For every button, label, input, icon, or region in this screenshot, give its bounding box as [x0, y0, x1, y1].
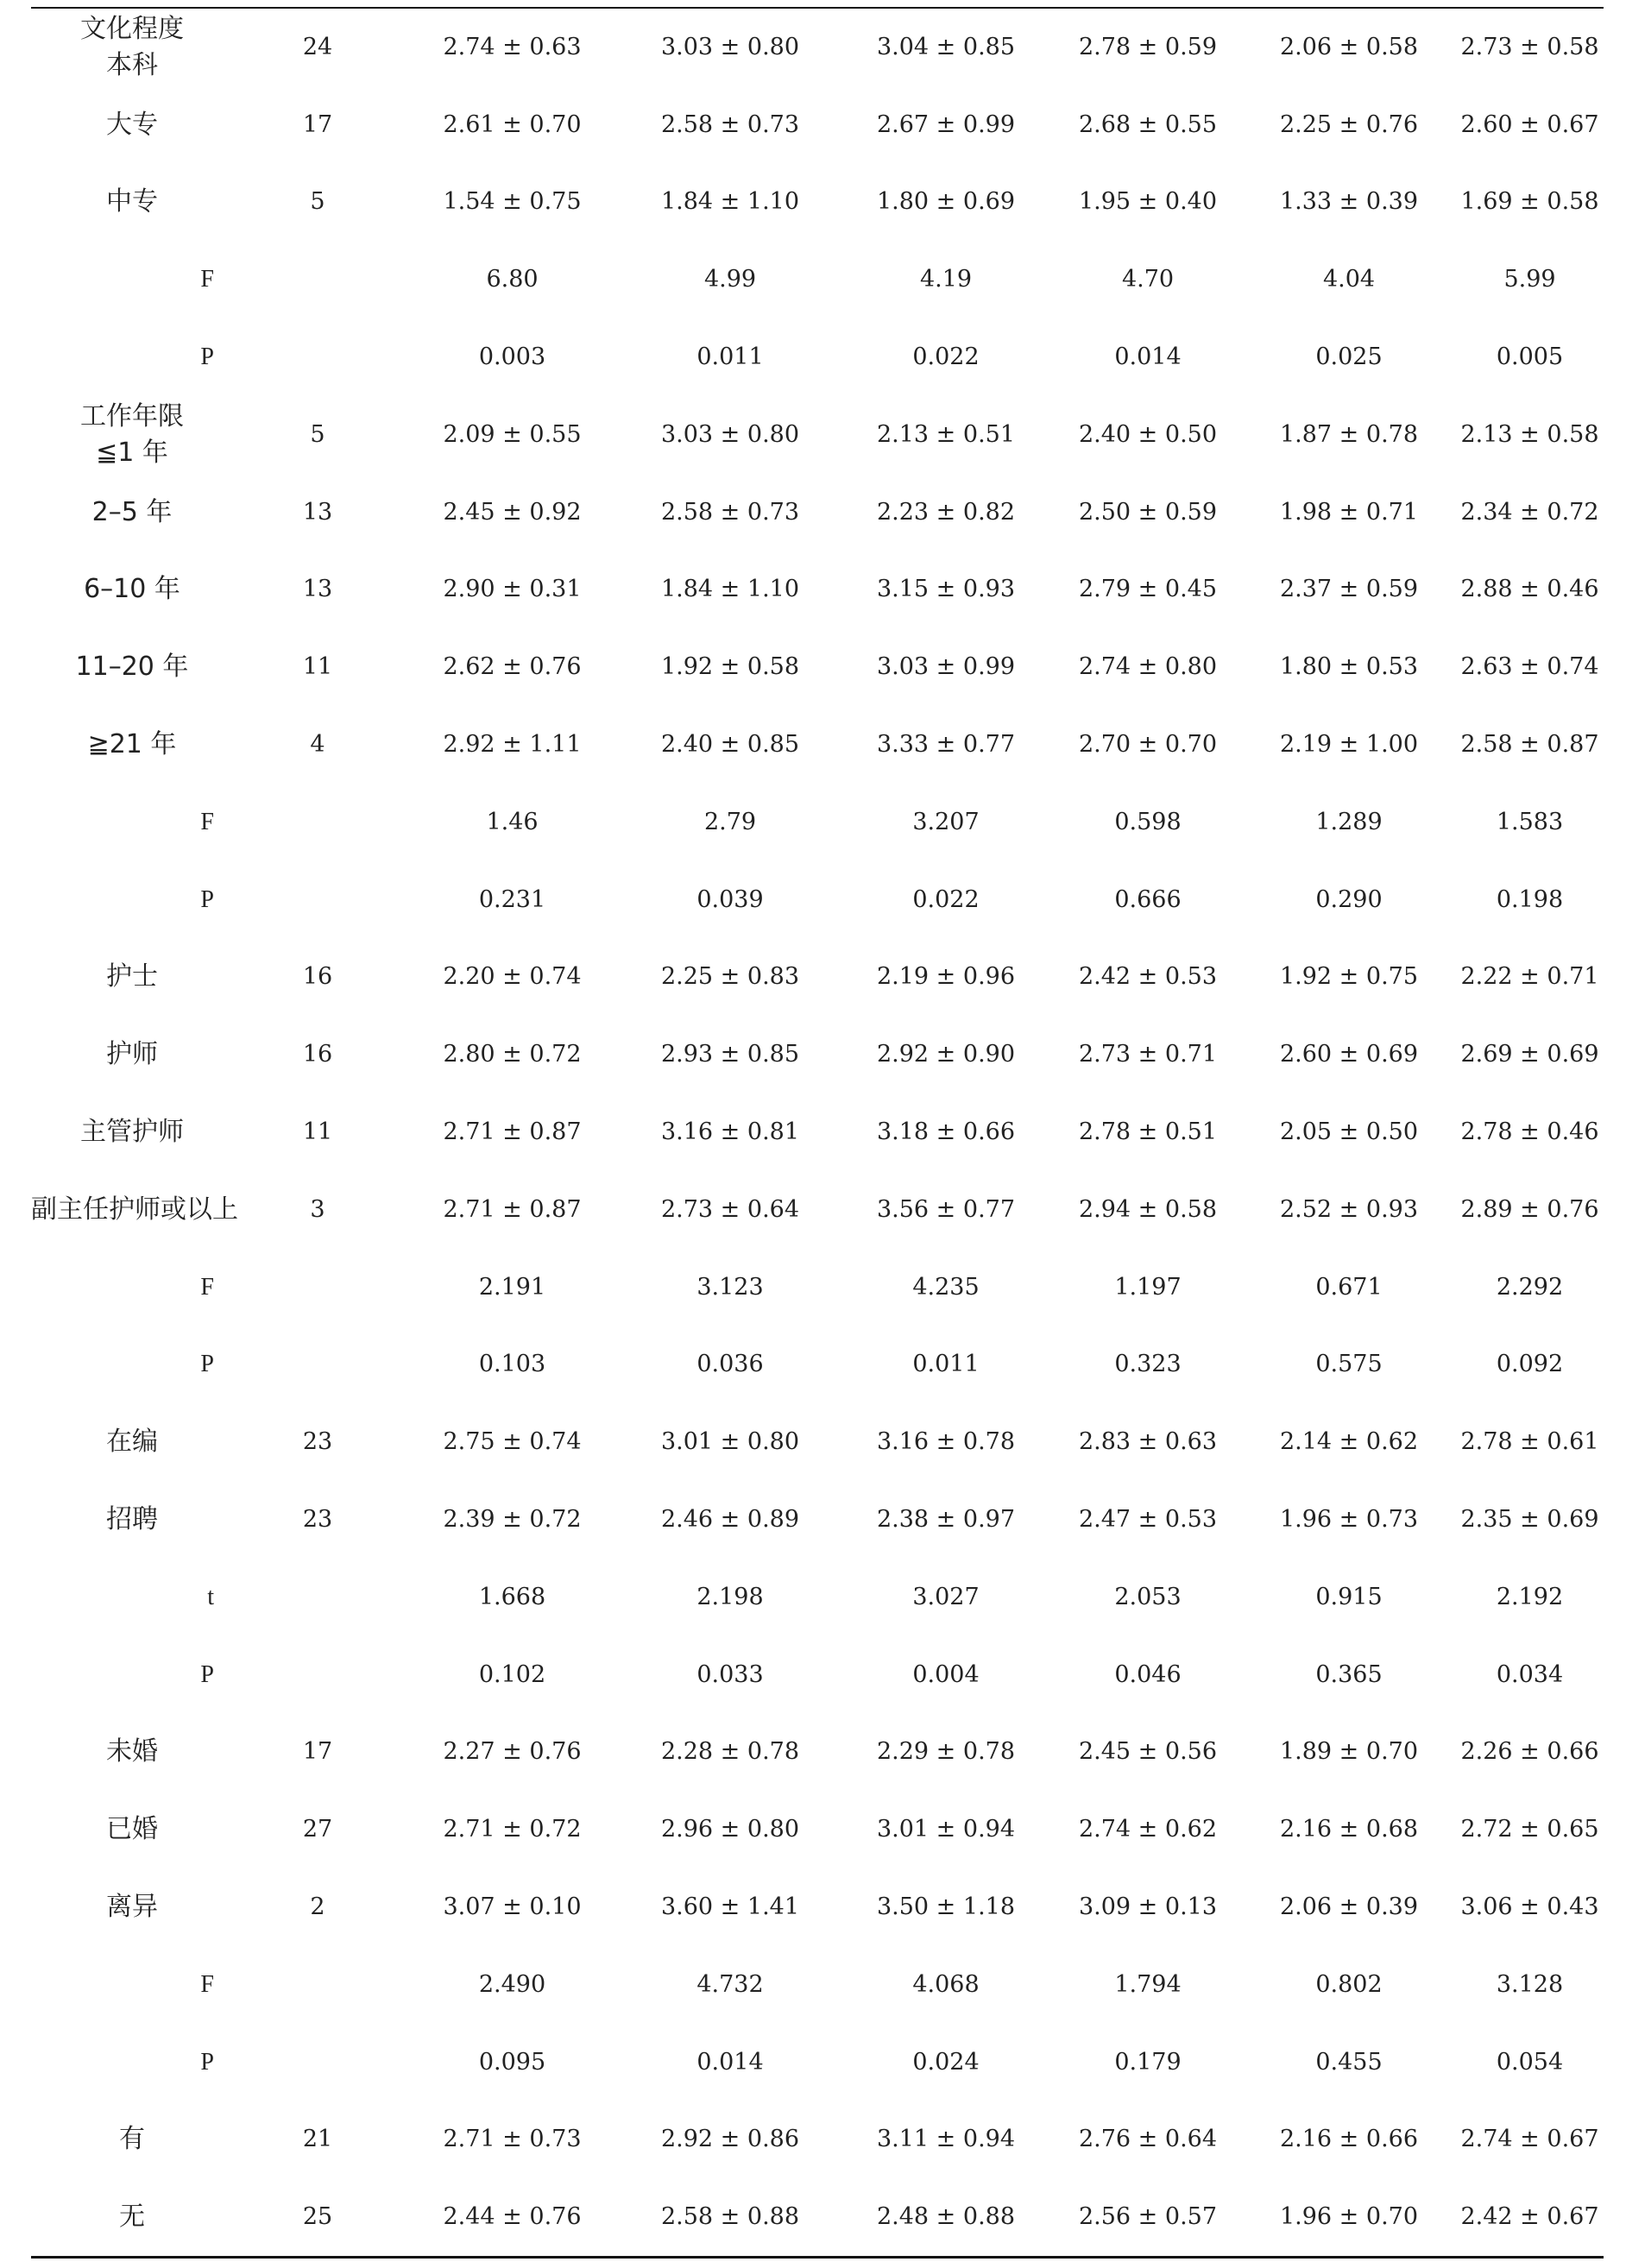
stat-label: t — [207, 1583, 214, 1610]
value-cell: 2.053 — [1114, 1583, 1182, 1610]
value-cell: 1.289 — [1315, 808, 1383, 835]
value-cell: 2.34 ± 0.72 — [1460, 498, 1599, 526]
value-cell: 2.19 ± 0.96 — [876, 963, 1016, 991]
stat-label: P — [200, 1351, 214, 1378]
value-cell: 3.16 ± 0.81 — [660, 1118, 800, 1146]
row-label: 离异 — [106, 1892, 158, 1923]
value-cell: 2.73 ± 0.71 — [1078, 1041, 1218, 1068]
value-cell: 1.92 ± 0.75 — [1279, 963, 1419, 991]
value-cell: 2.69 ± 0.69 — [1460, 1041, 1599, 1068]
value-cell: 2.92 ± 0.86 — [660, 2126, 800, 2153]
value-cell: 3.207 — [912, 808, 980, 835]
table-row — [31, 318, 1604, 396]
value-cell: 0.039 — [696, 885, 764, 913]
value-cell: 0.290 — [1315, 885, 1383, 913]
row-label: 护师 — [106, 1039, 158, 1070]
count-cell: 27 — [302, 1816, 333, 1843]
table-row — [31, 939, 1604, 1017]
count-cell — [233, 1559, 402, 1636]
count-cell: 2 — [310, 1893, 325, 1921]
value-cell: 0.323 — [1114, 1351, 1182, 1378]
row-label: ≦1 年 — [96, 437, 168, 468]
results-table — [31, 9, 1604, 2256]
count-cell: 11 — [302, 653, 333, 681]
value-cell: 2.71 ± 0.87 — [443, 1118, 582, 1146]
value-cell: 0.915 — [1315, 1583, 1383, 1610]
value-cell: 1.92 ± 0.58 — [660, 653, 800, 681]
value-cell: 2.16 ± 0.66 — [1279, 2126, 1419, 2153]
table-row — [31, 86, 1604, 164]
value-cell: 4.70 — [1121, 266, 1175, 293]
value-cell: 2.42 ± 0.53 — [1078, 963, 1218, 991]
table-row — [31, 784, 1604, 861]
count-cell — [233, 2024, 402, 2101]
value-cell: 2.45 ± 0.92 — [443, 498, 582, 526]
value-cell: 2.198 — [696, 1583, 764, 1610]
value-cell: 2.88 ± 0.46 — [1460, 576, 1599, 603]
count-cell: 13 — [302, 576, 333, 603]
data-table-wrapper — [31, 7, 1604, 2259]
value-cell: 2.29 ± 0.78 — [876, 1738, 1016, 1766]
value-cell: 3.03 ± 0.80 — [660, 420, 800, 448]
value-cell: 2.83 ± 0.63 — [1078, 1428, 1218, 1456]
value-cell: 2.14 ± 0.62 — [1279, 1428, 1419, 1456]
value-cell: 2.06 ± 0.58 — [1279, 33, 1419, 60]
value-cell: 1.197 — [1114, 1273, 1182, 1301]
count-cell: 4 — [310, 731, 325, 759]
count-cell: 16 — [302, 1041, 333, 1068]
value-cell: 0.024 — [912, 2048, 980, 2076]
value-cell: 0.575 — [1315, 1351, 1383, 1378]
value-cell: 0.034 — [1496, 1660, 1564, 1688]
stat-label: P — [200, 343, 214, 371]
row-label: 2–5 年 — [91, 496, 173, 527]
value-cell: 2.67 ± 0.99 — [876, 110, 1016, 138]
count-cell: 13 — [302, 498, 333, 526]
count-cell: 23 — [302, 1428, 333, 1456]
value-cell: 2.80 ± 0.72 — [443, 1041, 582, 1068]
bottom-rule — [31, 2256, 1604, 2259]
stat-label: F — [200, 266, 214, 293]
value-cell: 2.192 — [1496, 1583, 1564, 1610]
row-label: 护士 — [106, 961, 158, 992]
table-body — [31, 9, 1604, 2256]
row-label-cell — [31, 396, 233, 474]
value-cell: 2.75 ± 0.74 — [443, 1428, 582, 1456]
table-row — [31, 9, 1604, 86]
value-cell: 0.666 — [1114, 885, 1182, 913]
row-label: ≧21 年 — [87, 729, 177, 760]
value-cell: 0.671 — [1315, 1273, 1383, 1301]
row-label: 11–20 年 — [75, 652, 189, 683]
row-label: 无 — [119, 2202, 145, 2233]
row-label: 中专 — [106, 186, 158, 217]
row-label: 副主任护师或以上 — [31, 1194, 238, 1225]
stat-label: P — [200, 1660, 214, 1688]
count-cell — [233, 318, 402, 396]
value-cell: 0.004 — [912, 1660, 980, 1688]
count-cell: 5 — [310, 188, 325, 216]
value-cell: 3.60 ± 1.41 — [660, 1893, 800, 1921]
value-cell: 3.07 ± 0.10 — [443, 1893, 582, 1921]
value-cell: 2.13 ± 0.51 — [876, 420, 1016, 448]
row-label: 大专 — [106, 109, 158, 140]
value-cell: 2.292 — [1496, 1273, 1564, 1301]
table-row — [31, 1326, 1604, 1404]
table-row — [31, 396, 1604, 474]
value-cell: 2.78 ± 0.51 — [1078, 1118, 1218, 1146]
value-cell: 1.89 ± 0.70 — [1279, 1738, 1419, 1766]
value-cell: 2.27 ± 0.76 — [443, 1738, 582, 1766]
value-cell: 2.60 ± 0.69 — [1279, 1041, 1419, 1068]
value-cell: 0.231 — [478, 885, 546, 913]
value-cell: 0.011 — [696, 343, 764, 371]
row-label: 已婚 — [106, 1814, 158, 1845]
table-row — [31, 241, 1604, 318]
value-cell: 0.598 — [1114, 808, 1182, 835]
group-heading: 文化程度 — [80, 13, 184, 44]
value-cell: 0.095 — [478, 2048, 546, 2076]
value-cell: 1.668 — [478, 1583, 546, 1610]
row-label: 本科 — [106, 49, 158, 80]
value-cell: 2.19 ± 1.00 — [1279, 731, 1419, 759]
value-cell: 3.03 ± 0.99 — [876, 653, 1016, 681]
value-cell: 0.005 — [1496, 343, 1564, 371]
row-label: 招聘 — [106, 1504, 158, 1535]
value-cell: 2.50 ± 0.59 — [1078, 498, 1218, 526]
value-cell: 2.56 ± 0.57 — [1078, 2203, 1218, 2231]
row-label: 未婚 — [106, 1736, 158, 1767]
value-cell: 0.022 — [912, 885, 980, 913]
value-cell: 0.054 — [1496, 2048, 1564, 2076]
count-cell — [233, 784, 402, 861]
value-cell: 2.68 ± 0.55 — [1078, 110, 1218, 138]
value-cell: 2.74 ± 0.62 — [1078, 1816, 1218, 1843]
group-heading: 工作年限 — [80, 400, 184, 432]
value-cell: 2.94 ± 0.58 — [1078, 1195, 1218, 1223]
table-row — [31, 1249, 1604, 1326]
value-cell: 1.84 ± 1.10 — [660, 576, 800, 603]
value-cell: 3.33 ± 0.77 — [876, 731, 1016, 759]
table-row — [31, 706, 1604, 784]
value-cell: 2.72 ± 0.65 — [1460, 1816, 1599, 1843]
value-cell: 2.46 ± 0.89 — [660, 1506, 800, 1534]
value-cell: 0.025 — [1315, 343, 1383, 371]
value-cell: 2.78 ± 0.46 — [1460, 1118, 1599, 1146]
value-cell: 2.47 ± 0.53 — [1078, 1506, 1218, 1534]
value-cell: 3.16 ± 0.78 — [876, 1428, 1016, 1456]
count-cell: 21 — [302, 2126, 333, 2153]
value-cell: 2.37 ± 0.59 — [1279, 576, 1419, 603]
value-cell: 2.28 ± 0.78 — [660, 1738, 800, 1766]
table-row — [31, 474, 1604, 551]
value-cell: 2.71 ± 0.72 — [443, 1816, 582, 1843]
value-cell: 2.78 ± 0.59 — [1078, 33, 1218, 60]
row-label: 6–10 年 — [84, 574, 180, 605]
value-cell: 1.96 ± 0.70 — [1279, 2203, 1419, 2231]
value-cell: 0.022 — [912, 343, 980, 371]
value-cell: 2.490 — [478, 1970, 546, 1998]
value-cell: 1.46 — [486, 808, 539, 835]
value-cell: 2.58 ± 0.73 — [660, 498, 800, 526]
value-cell: 4.04 — [1322, 266, 1376, 293]
value-cell: 2.93 ± 0.85 — [660, 1041, 800, 1068]
value-cell: 2.71 ± 0.87 — [443, 1195, 582, 1223]
value-cell: 3.03 ± 0.80 — [660, 33, 800, 60]
value-cell: 2.25 ± 0.83 — [660, 963, 800, 991]
value-cell: 1.96 ± 0.73 — [1279, 1506, 1419, 1534]
value-cell: 2.58 ± 0.73 — [660, 110, 800, 138]
value-cell: 2.62 ± 0.76 — [443, 653, 582, 681]
value-cell: 0.102 — [478, 1660, 546, 1688]
value-cell: 1.33 ± 0.39 — [1279, 188, 1419, 216]
value-cell: 0.003 — [478, 343, 546, 371]
value-cell: 2.52 ± 0.93 — [1279, 1195, 1419, 1223]
value-cell: 1.80 ± 0.53 — [1279, 653, 1419, 681]
count-cell — [233, 1326, 402, 1404]
count-cell: 25 — [302, 2203, 333, 2231]
value-cell: 2.38 ± 0.97 — [876, 1506, 1016, 1534]
count-cell: 5 — [310, 420, 325, 448]
value-cell: 6.80 — [486, 266, 539, 293]
value-cell: 1.69 ± 0.58 — [1460, 188, 1599, 216]
stat-label: F — [200, 1273, 214, 1301]
value-cell: 2.73 ± 0.58 — [1460, 33, 1599, 60]
table-row — [31, 1946, 1604, 2024]
stat-label: F — [200, 1970, 214, 1998]
value-cell: 2.35 ± 0.69 — [1460, 1506, 1599, 1534]
value-cell: 2.26 ± 0.66 — [1460, 1738, 1599, 1766]
value-cell: 0.046 — [1114, 1660, 1182, 1688]
value-cell: 2.40 ± 0.50 — [1078, 420, 1218, 448]
value-cell: 2.63 ± 0.74 — [1460, 653, 1599, 681]
value-cell: 2.74 ± 0.67 — [1460, 2126, 1599, 2153]
value-cell: 2.92 ± 0.90 — [876, 1041, 1016, 1068]
table-row — [31, 1868, 1604, 1946]
row-label: 在编 — [106, 1427, 158, 1458]
value-cell: 2.76 ± 0.64 — [1078, 2126, 1218, 2153]
value-cell: 2.92 ± 1.11 — [443, 731, 582, 759]
value-cell: 1.84 ± 1.10 — [660, 188, 800, 216]
count-cell: 11 — [302, 1118, 333, 1146]
value-cell: 2.44 ± 0.76 — [443, 2203, 582, 2231]
count-cell — [233, 1946, 402, 2024]
value-cell: 2.96 ± 0.80 — [660, 1816, 800, 1843]
value-cell: 3.123 — [696, 1273, 764, 1301]
table-row — [31, 1016, 1604, 1093]
value-cell: 0.014 — [1114, 343, 1182, 371]
row-label: 主管护师 — [80, 1117, 184, 1148]
value-cell: 0.103 — [478, 1351, 546, 1378]
value-cell: 0.036 — [696, 1351, 764, 1378]
value-cell: 2.05 ± 0.50 — [1279, 1118, 1419, 1146]
table-row — [31, 2178, 1604, 2256]
value-cell: 2.60 ± 0.67 — [1460, 110, 1599, 138]
value-cell: 3.56 ± 0.77 — [876, 1195, 1016, 1223]
value-cell: 0.455 — [1315, 2048, 1383, 2076]
value-cell: 0.198 — [1496, 885, 1564, 913]
table-row — [31, 551, 1604, 629]
stat-label: P — [200, 885, 214, 913]
value-cell: 0.014 — [696, 2048, 764, 2076]
value-cell: 2.20 ± 0.74 — [443, 963, 582, 991]
row-label: 有 — [119, 2124, 145, 2155]
value-cell: 1.794 — [1114, 1970, 1182, 1998]
value-cell: 3.06 ± 0.43 — [1460, 1893, 1599, 1921]
table-row — [31, 1636, 1604, 1714]
value-cell: 2.40 ± 0.85 — [660, 731, 800, 759]
value-cell: 2.74 ± 0.63 — [443, 33, 582, 60]
value-cell: 3.15 ± 0.93 — [876, 576, 1016, 603]
value-cell: 4.068 — [912, 1970, 980, 1998]
value-cell: 2.16 ± 0.68 — [1279, 1816, 1419, 1843]
table-row — [31, 861, 1604, 939]
value-cell: 2.06 ± 0.39 — [1279, 1893, 1419, 1921]
value-cell: 0.179 — [1114, 2048, 1182, 2076]
count-cell: 3 — [310, 1195, 325, 1223]
value-cell: 2.23 ± 0.82 — [876, 498, 1016, 526]
count-cell: 16 — [302, 963, 333, 991]
value-cell: 1.80 ± 0.69 — [876, 188, 1016, 216]
value-cell: 0.092 — [1496, 1351, 1564, 1378]
value-cell: 4.99 — [703, 266, 757, 293]
table-row — [31, 1481, 1604, 1559]
table-row — [31, 1093, 1604, 1171]
value-cell: 2.48 ± 0.88 — [876, 2203, 1016, 2231]
value-cell: 2.09 ± 0.55 — [443, 420, 582, 448]
value-cell: 3.128 — [1496, 1970, 1564, 1998]
count-cell — [233, 241, 402, 318]
value-cell: 2.191 — [478, 1273, 546, 1301]
table-row — [31, 2101, 1604, 2179]
value-cell: 2.22 ± 0.71 — [1460, 963, 1599, 991]
table-row — [31, 1791, 1604, 1868]
value-cell: 2.25 ± 0.76 — [1279, 110, 1419, 138]
value-cell: 2.58 ± 0.88 — [660, 2203, 800, 2231]
stat-label: F — [200, 808, 214, 835]
value-cell: 2.71 ± 0.73 — [443, 2126, 582, 2153]
value-cell: 1.95 ± 0.40 — [1078, 188, 1218, 216]
value-cell: 1.583 — [1496, 808, 1564, 835]
count-cell: 24 — [302, 33, 333, 60]
value-cell: 3.01 ± 0.80 — [660, 1428, 800, 1456]
value-cell: 2.39 ± 0.72 — [443, 1506, 582, 1534]
value-cell: 1.98 ± 0.71 — [1279, 498, 1419, 526]
table-row — [31, 1714, 1604, 1792]
table-row — [31, 628, 1604, 706]
count-cell: 17 — [302, 110, 333, 138]
value-cell: 0.011 — [912, 1351, 980, 1378]
value-cell: 3.04 ± 0.85 — [876, 33, 1016, 60]
count-cell — [233, 1636, 402, 1714]
value-cell: 3.18 ± 0.66 — [876, 1118, 1016, 1146]
value-cell: 4.235 — [912, 1273, 980, 1301]
value-cell: 2.89 ± 0.76 — [1460, 1195, 1599, 1223]
value-cell: 3.027 — [912, 1583, 980, 1610]
count-cell — [233, 861, 402, 939]
value-cell: 2.42 ± 0.67 — [1460, 2203, 1599, 2231]
table-row — [31, 1171, 1604, 1249]
value-cell: 3.01 ± 0.94 — [876, 1816, 1016, 1843]
table-row — [31, 164, 1604, 242]
value-cell: 0.802 — [1315, 1970, 1383, 1998]
table-row — [31, 2024, 1604, 2101]
value-cell: 3.09 ± 0.13 — [1078, 1893, 1218, 1921]
value-cell: 0.033 — [696, 1660, 764, 1688]
value-cell: 2.78 ± 0.61 — [1460, 1428, 1599, 1456]
value-cell: 4.732 — [696, 1970, 764, 1998]
value-cell: 3.11 ± 0.94 — [876, 2126, 1016, 2153]
value-cell: 5.99 — [1503, 266, 1556, 293]
value-cell: 2.58 ± 0.87 — [1460, 731, 1599, 759]
value-cell: 2.13 ± 0.58 — [1460, 420, 1599, 448]
count-cell: 17 — [302, 1738, 333, 1766]
value-cell: 2.90 ± 0.31 — [443, 576, 582, 603]
count-cell — [233, 1249, 402, 1326]
value-cell: 3.50 ± 1.18 — [876, 1893, 1016, 1921]
row-label-cell — [31, 9, 233, 86]
value-cell: 0.365 — [1315, 1660, 1383, 1688]
value-cell: 2.74 ± 0.80 — [1078, 653, 1218, 681]
value-cell: 2.73 ± 0.64 — [660, 1195, 800, 1223]
value-cell: 2.61 ± 0.70 — [443, 110, 582, 138]
value-cell: 2.70 ± 0.70 — [1078, 731, 1218, 759]
value-cell: 2.79 ± 0.45 — [1078, 576, 1218, 603]
value-cell: 2.79 — [703, 808, 757, 835]
value-cell: 1.87 ± 0.78 — [1279, 420, 1419, 448]
table-row — [31, 1403, 1604, 1481]
value-cell: 2.45 ± 0.56 — [1078, 1738, 1218, 1766]
count-cell: 23 — [302, 1506, 333, 1534]
value-cell: 1.54 ± 0.75 — [443, 188, 582, 216]
value-cell: 4.19 — [919, 266, 973, 293]
table-row — [31, 1559, 1604, 1636]
stat-label: P — [200, 2048, 214, 2076]
